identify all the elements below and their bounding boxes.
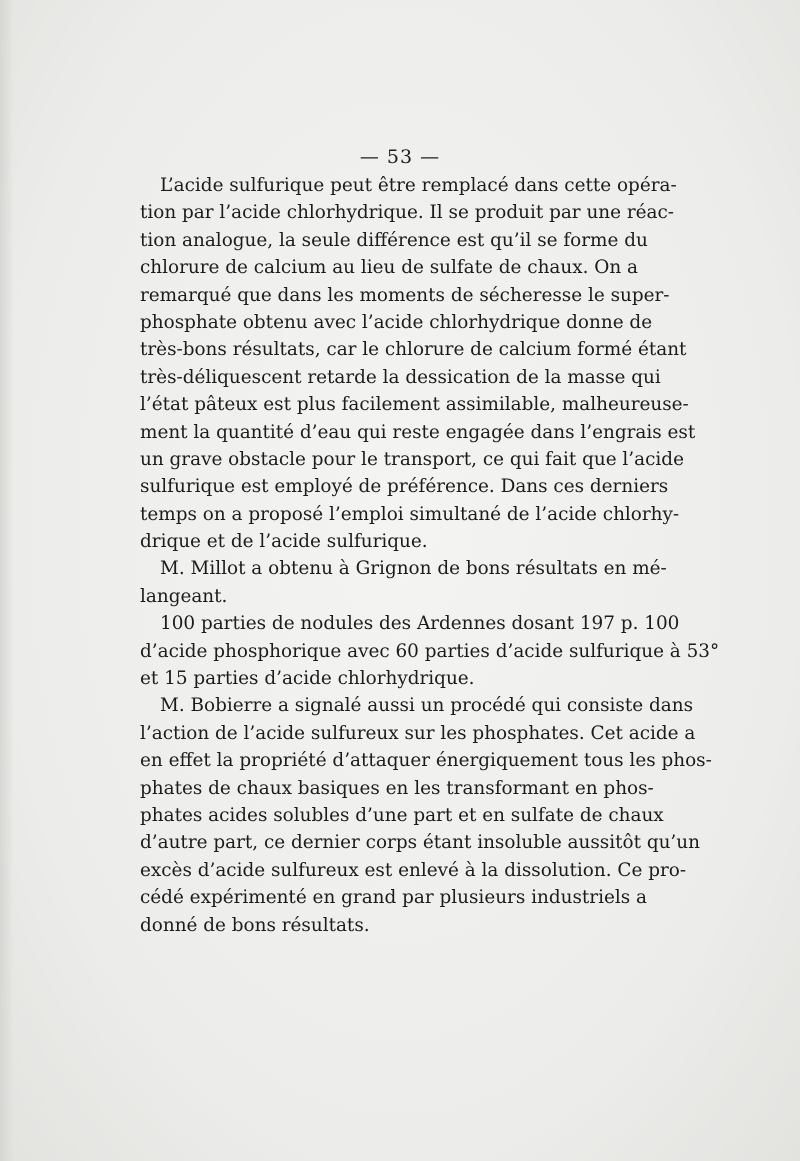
text-line: tion analogue, la seule différence est qu’il se forme du xyxy=(140,229,648,251)
text-line: donné de bons résultats. xyxy=(140,914,370,936)
text-line: 100 parties de nodules des Ardennes dosant 197 p. 100 xyxy=(160,613,680,635)
text-line: langeant. xyxy=(140,585,228,607)
text-line: l’action de l’acide sulfureux sur les phosphates. Cet acide a xyxy=(140,722,696,744)
text-line: tion par l’acide chlorhydrique. Il se produit par une réac- xyxy=(140,202,675,224)
page-number: — 53 — xyxy=(359,146,441,168)
text-line: d’acide phosphorique avec 60 parties d’acide sulfurique à 53° xyxy=(140,640,720,662)
text-line: phates acides solubles d’une part et en sulfate de chaux xyxy=(140,804,664,826)
text-line: excès d’acide sulfureux est enlevé à la dissolution. Ce pro- xyxy=(140,859,687,881)
text-line: phates de chaux basiques en les transformant en phos- xyxy=(140,777,654,799)
text-line: sulfurique est employé de préférence. Dans ces derniers xyxy=(140,476,669,498)
text-line: très-déliquescent retarde la dessication de la masse qui xyxy=(140,366,661,388)
text-line: cédé expérimenté en grand par plusieurs industriels a xyxy=(140,887,647,909)
text-line: l’état pâteux est plus facilement assimilable, malheureuse- xyxy=(140,394,689,416)
text-line: remarqué que dans les moments de sécheresse le super- xyxy=(140,284,670,306)
text-line: très-bons résultats, car le chlorure de calcium formé étant xyxy=(140,339,687,361)
text-line: M. Millot a obtenu à Grignon de bons résultats en mé- xyxy=(160,558,667,580)
text-line: phosphate obtenu avec l’acide chlorhydrique donne de xyxy=(140,311,653,333)
text-line: ment la quantité d’eau qui reste engagée dans l’engrais est xyxy=(140,421,696,443)
text-line: M. Bobierre a signalé aussi un procédé qui consiste dans xyxy=(160,695,694,717)
text-line: d’autre part, ce dernier corps étant insoluble aussitôt qu’un xyxy=(140,832,700,854)
page-edge-shadow xyxy=(0,0,14,1161)
text-line: drique et de l’acide sulfurique. xyxy=(140,531,428,553)
text-line: en effet la propriété d’attaquer énergiquement tous les phos- xyxy=(140,750,712,772)
body-text xyxy=(140,172,720,939)
text-line: un grave obstacle pour le transport, ce qui fait que l’acide xyxy=(140,448,684,470)
text-line: chlorure de calcium au lieu de sulfate de chaux. On a xyxy=(140,257,639,279)
text-line: temps on a proposé l’emploi simultané de l’acide chlorhy- xyxy=(140,503,680,525)
text-line: L’acide sulfurique peut être remplacé dans cette opéra- xyxy=(160,175,677,196)
text-line: et 15 parties d’acide chlorhydrique. xyxy=(140,668,475,690)
